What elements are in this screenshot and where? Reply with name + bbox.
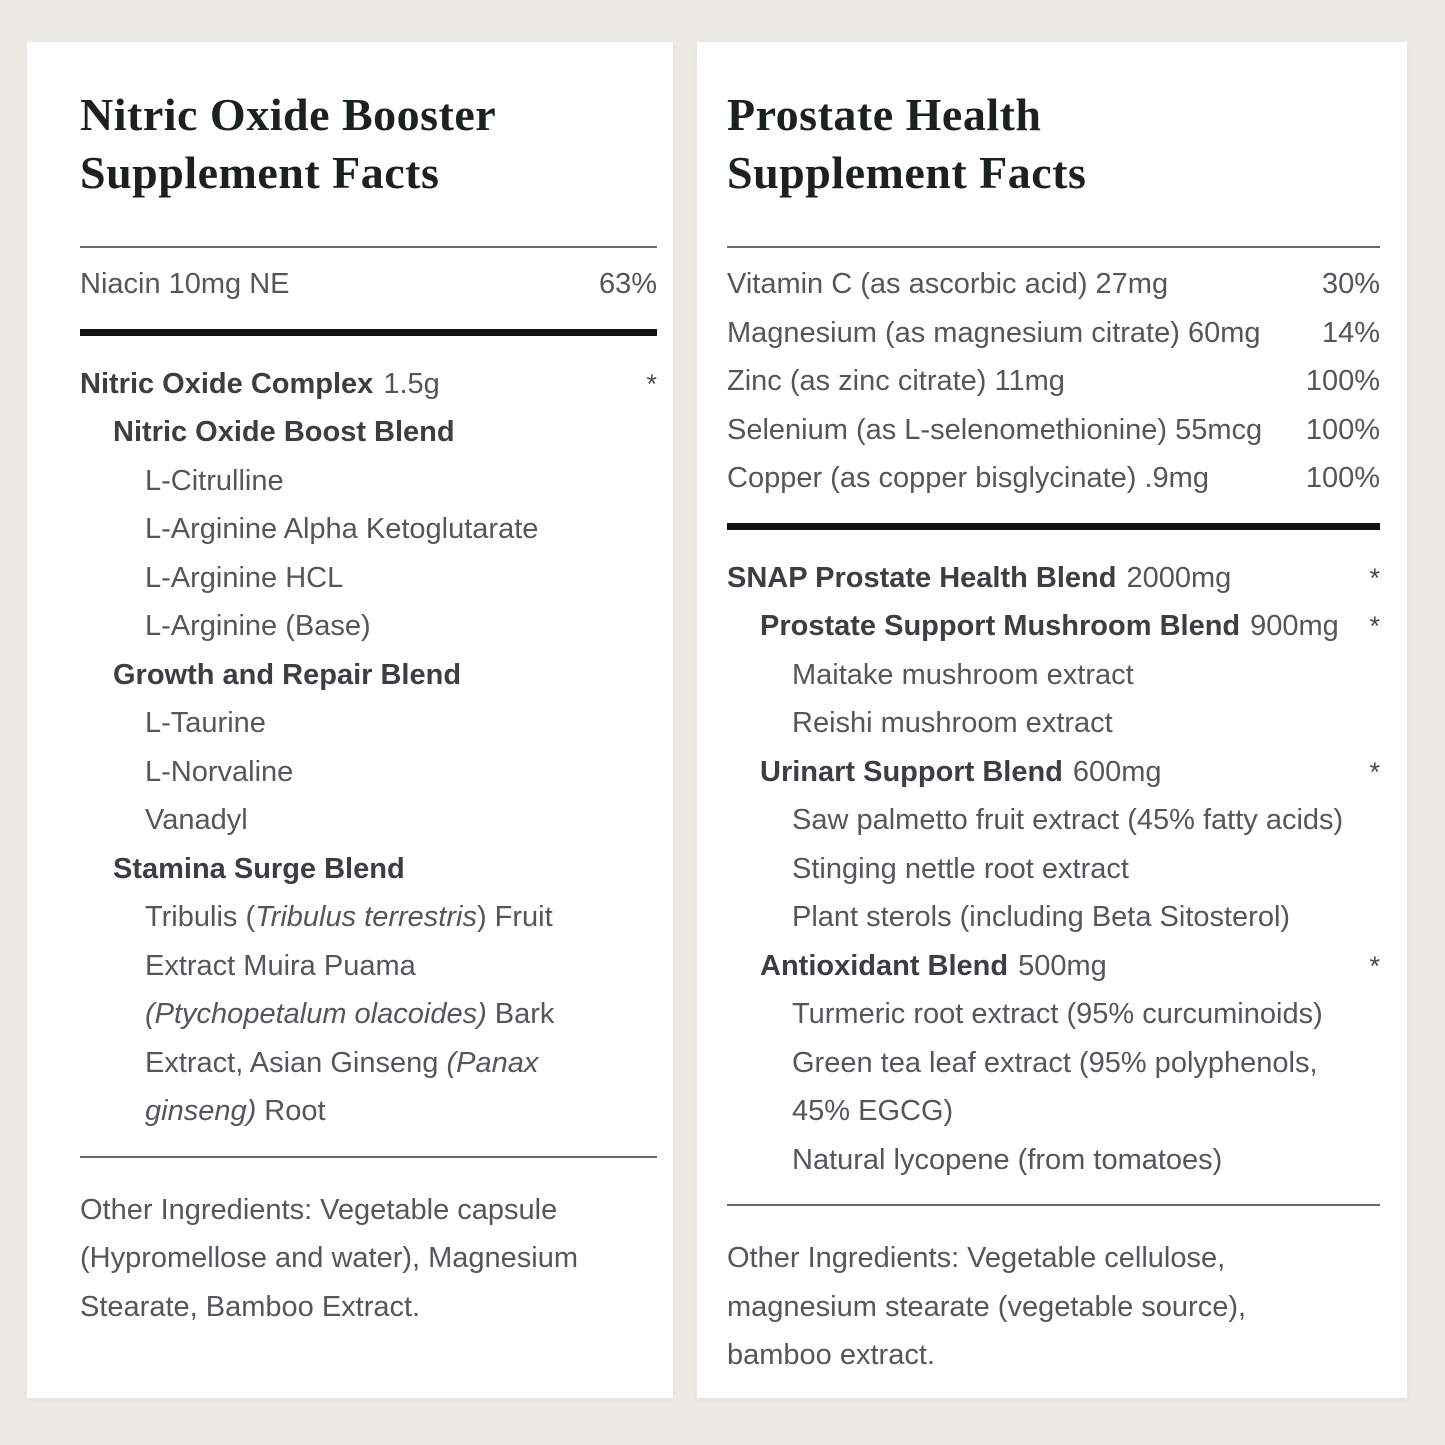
nutrient-name: Niacin 10mg NE — [80, 268, 290, 300]
text-segment: Tribulis ( — [145, 901, 256, 933]
nutrient-row-magnesium — [727, 309, 1380, 358]
divider-thick — [80, 329, 657, 336]
nutrient-row-vitamin-c — [727, 260, 1380, 309]
blend-section — [727, 554, 1380, 1185]
text-segment: ginseng) — [145, 1095, 257, 1127]
nutrient-dv: 100% — [1305, 462, 1380, 494]
text-segment: Bark — [486, 998, 555, 1030]
daily-value-asterisk: * — [1369, 611, 1380, 641]
stamina-line — [145, 1039, 657, 1088]
main-blend-label — [727, 554, 1231, 603]
main-blend-name: SNAP Prostate Health Blend — [727, 561, 1117, 594]
nutrient-row-niacin — [80, 260, 657, 309]
blend-item: Maitake mushroom extract — [792, 658, 1134, 691]
daily-value-asterisk: * — [1369, 756, 1380, 787]
sub-blend-amount: 600mg — [1072, 755, 1162, 788]
text-segment: ) Fruit — [476, 901, 553, 933]
title-line-2: Supplement Facts — [727, 147, 1087, 198]
nutrient-row-selenium — [727, 406, 1380, 455]
blend-item: L-Norvaline — [145, 755, 294, 788]
sub-blend-amount: 500mg — [1018, 949, 1107, 982]
other-ingredients-right: Other Ingredients: Vegetable cellulose, magnesium stearate (vegetable source), bamboo extract. — [727, 1242, 1247, 1371]
nutrient-row-zinc — [727, 357, 1380, 406]
sub-blend-amount: 900mg — [1250, 610, 1339, 642]
sub-blend-label — [727, 942, 1107, 991]
blend-item: Saw palmetto fruit extract (45% fatty acids) — [792, 804, 1344, 836]
title-line-2: Supplement Facts — [80, 147, 440, 198]
stamina-line — [145, 893, 657, 942]
blend-item: L-Arginine (Base) — [145, 610, 371, 642]
nutrient-rows — [80, 260, 657, 309]
sub-blend-name: Urinart Support Blend — [760, 755, 1063, 788]
divider-thin-top — [80, 246, 657, 248]
nutrient-dv: 100% — [1305, 365, 1380, 397]
text-segment: Tribulus terrestris — [255, 901, 477, 933]
blend-item: Plant sterols (including Beta Sitosterol) — [792, 901, 1291, 933]
other-ingredients-left: Other Ingredients: Vegetable capsule (Hypromellose and water), Magnesium Stearate, Bamboo Extract. — [80, 1193, 579, 1323]
divider-thick — [727, 523, 1380, 530]
sub-blend-label — [727, 748, 1162, 797]
divider-thin-top — [727, 246, 1380, 248]
blend-header-stamina-surge: Stamina Surge Blend — [113, 852, 405, 885]
main-blend-amount: 2000mg — [1126, 561, 1232, 594]
complex-label — [80, 360, 440, 409]
divider-thin-bottom — [727, 1204, 1380, 1206]
blend-item: Reishi mushroom extract — [792, 707, 1113, 739]
daily-value-asterisk: * — [1369, 950, 1380, 981]
text-segment: Extract Muira Puama — [145, 949, 416, 982]
nutrient-name: Zinc (as zinc citrate) 11mg — [727, 365, 1065, 397]
nutrient-dv: 30% — [1321, 268, 1380, 300]
sub-blend-row-urinart — [727, 748, 1380, 797]
blend-section — [80, 360, 657, 1136]
stamina-line — [145, 990, 657, 1039]
nutrient-name: Selenium (as L-selenomethionine) 55mcg — [727, 413, 1263, 446]
daily-value-asterisk: * — [646, 368, 657, 399]
sub-blend-row-antioxidant — [727, 942, 1380, 991]
blend-item: L-Citrulline — [145, 464, 284, 497]
stamina-line — [145, 942, 657, 991]
complex-name: Nitric Oxide Complex — [80, 367, 374, 400]
nutrient-name: Magnesium (as magnesium citrate) 60mg — [727, 316, 1261, 349]
prostate-health-title — [727, 86, 1380, 202]
blend-header-nitric-oxide-boost: Nitric Oxide Boost Blend — [113, 416, 455, 448]
blend-item: Green tea leaf extract (95% polyphenols, — [792, 1046, 1318, 1079]
complex-amount: 1.5g — [383, 367, 440, 400]
stamina-line — [145, 1087, 657, 1136]
nitric-oxide-panel — [27, 42, 673, 1398]
nutrient-dv: 14% — [1321, 316, 1380, 349]
main-blend-row — [727, 554, 1380, 603]
nutrient-rows — [727, 260, 1380, 503]
prostate-health-panel — [697, 42, 1407, 1398]
text-segment: Root — [256, 1095, 326, 1127]
blend-item: L-Arginine HCL — [145, 561, 344, 594]
text-segment: (Ptychopetalum olacoides) — [145, 998, 487, 1030]
nitric-oxide-title — [80, 86, 657, 202]
blend-item: Natural lycopene (from tomatoes) — [792, 1143, 1223, 1176]
title-line-1: Nitric Oxide Booster — [80, 89, 497, 140]
text-segment: (Panax — [446, 1046, 539, 1079]
blend-item: Turmeric root extract (95% curcuminoids) — [792, 998, 1323, 1030]
stamina-blend-text — [80, 893, 657, 1136]
daily-value-asterisk: * — [1369, 562, 1380, 593]
blend-header-growth-repair: Growth and Repair Blend — [113, 658, 462, 691]
nutrient-name: Vitamin C (as ascorbic acid) 27mg — [727, 268, 1169, 300]
blend-item: 45% EGCG) — [792, 1095, 954, 1127]
blend-item: L-Arginine Alpha Ketoglutarate — [145, 513, 539, 545]
complex-row — [80, 360, 657, 409]
nutrient-name: Copper (as copper bisglycinate) .9mg — [727, 462, 1209, 494]
sub-blend-name: Antioxidant Blend — [760, 949, 1009, 982]
blend-item: Stinging nettle root extract — [792, 852, 1129, 885]
title-line-1: Prostate Health — [727, 89, 1042, 140]
nutrient-row-copper — [727, 454, 1380, 503]
sub-blend-name: Prostate Support Mushroom Blend — [760, 610, 1241, 642]
divider-thin-bottom — [80, 1156, 657, 1158]
nutrient-dv: 100% — [1305, 413, 1380, 446]
blend-item: L-Taurine — [145, 707, 266, 739]
nutrient-dv: 63% — [598, 268, 657, 300]
blend-item: Vanadyl — [145, 804, 248, 836]
sub-blend-label — [727, 602, 1339, 651]
text-segment: Extract, Asian Ginseng — [145, 1046, 447, 1079]
sub-blend-row-mushroom — [727, 602, 1380, 651]
